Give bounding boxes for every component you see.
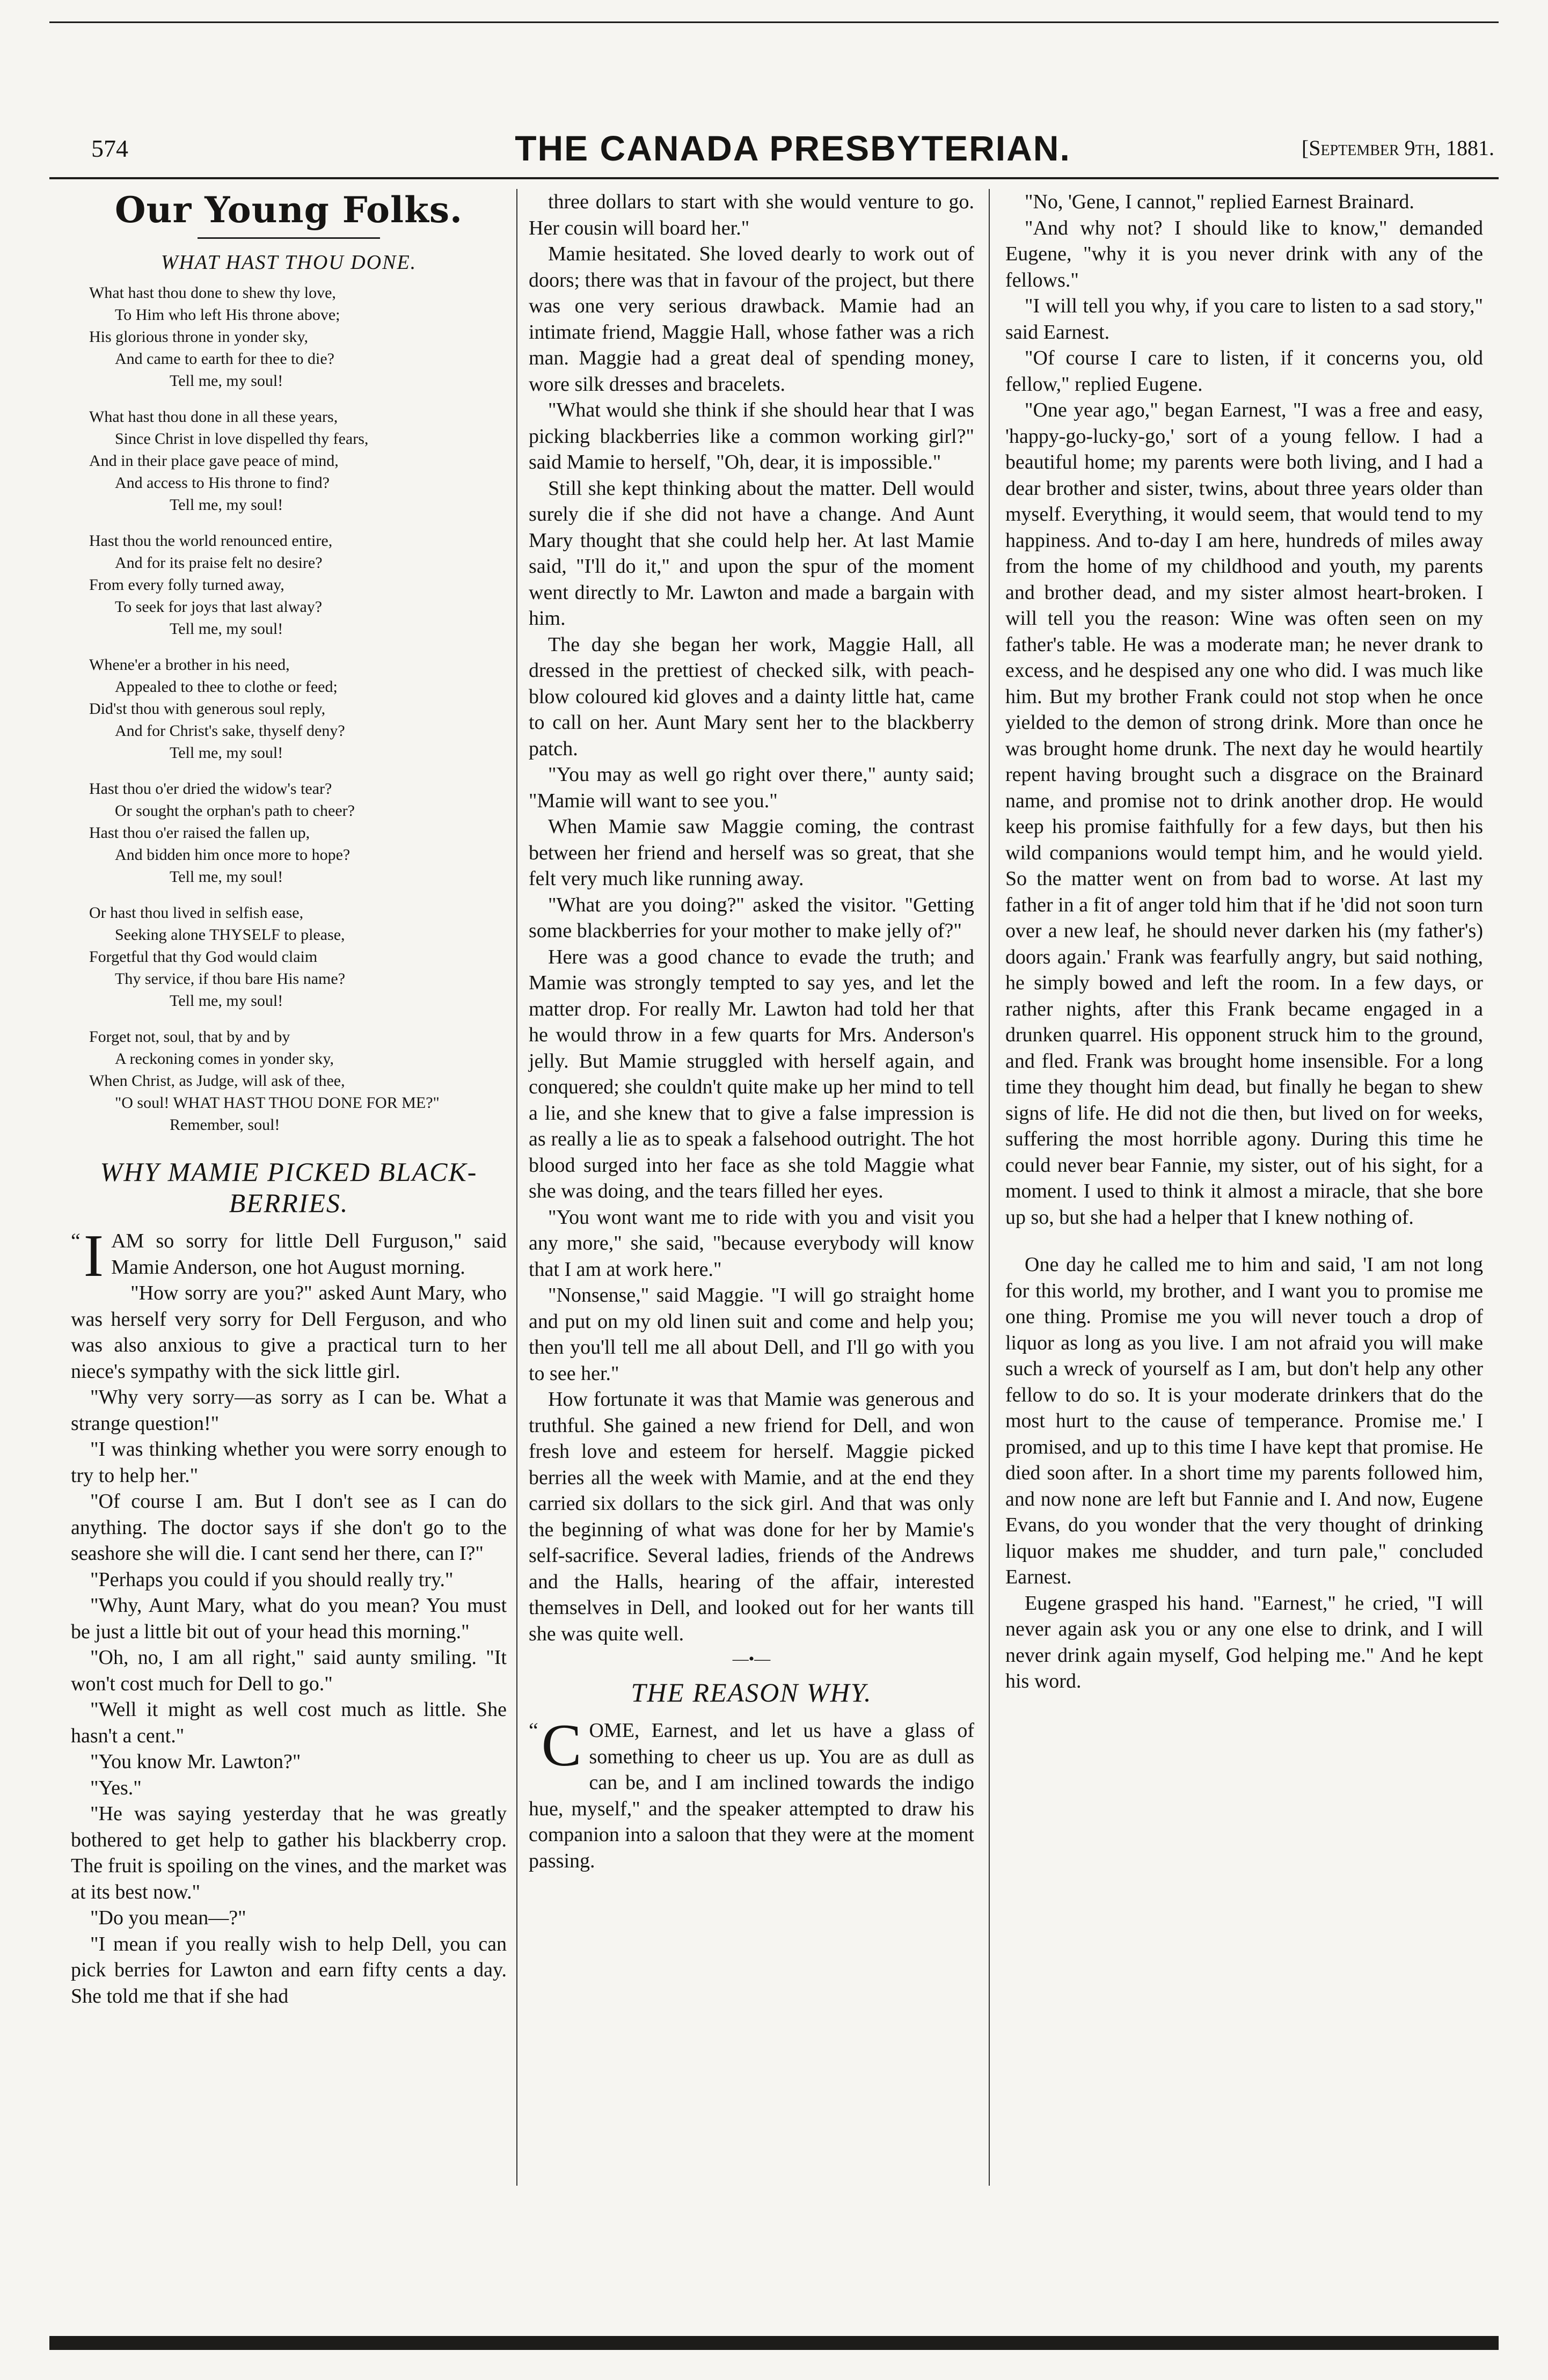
poem-line: Tell me, my soul! <box>170 620 283 638</box>
poem-line: Tell me, my soul! <box>170 992 283 1010</box>
paragraph: Still she kept thinking about the matter. Dell would surely die if she did not have a change. And Aunt Mary thought that she could help her. At last Mamie said, "I'll do it," and upon the spur of the moment went directly to Mr. Lawton and made a bargain with him. <box>529 477 974 630</box>
poem-line: A reckoning comes in yonder sky, <box>115 1050 334 1068</box>
poem-stanza <box>89 530 507 640</box>
paragraph: One day he called me to him and said, 'I am not long for this world, my brother, and I want you to promise me one thing. Promise me you will never touch a drop of liquor as long as you live. I am not afraid you will make such a wreck of yourself as I am, but don't help any other fellow to do so. It is your moderate drinkers that do the most hurt to the cause of temperance. Promise me.' I promised, and up to this time I have kept that promise. He died soon after. In a short time my parents followed him, and now none are left but Fannie and I. And now, Eugene Evans, do you wonder that the very thought of drinking liquor makes me shudder, and turn pale," concluded Earnest. <box>1005 1253 1483 1588</box>
paragraph: "Why very sorry—as sorry as I can be. What a strange question!" <box>71 1386 507 1435</box>
drop-cap: C <box>541 1712 582 1779</box>
paragraph: The day she began her work, Maggie Hall, all dressed in the prettiest of checked silk, with peach-blow coloured kid gloves and a dainty little hat, came to call on her. Aunt Mary sent her to the blackberry patch. <box>529 633 974 760</box>
section-title: Our Young Folks. <box>115 189 463 231</box>
section-ornament: —•— <box>732 1650 771 1668</box>
paragraph: "Well it might as well cost much as little. She hasn't a cent." <box>71 1698 507 1747</box>
paragraph: "You know Mr. Lawton?" <box>90 1750 301 1773</box>
column-right <box>1005 189 1483 1695</box>
poem-line: Hast thou o'er dried the widow's tear? <box>89 780 332 798</box>
poem-line: His glorious throne in yonder sky, <box>89 328 309 346</box>
issue-date: [September 9th, 1881. <box>1301 136 1494 160</box>
poem-line: Or sought the orphan's path to cheer? <box>115 802 355 820</box>
poem-stanza <box>89 282 507 392</box>
story-title-reason: THE REASON WHY. <box>631 1677 872 1707</box>
section-rule <box>198 237 380 239</box>
paragraph: "Oh, no, I am all right," said aunty smiling. "It won't cost much for Dell to go." <box>71 1646 507 1695</box>
poem-line: Hast thou o'er raised the fallen up, <box>89 824 310 842</box>
paragraph: three dollars to start with she would venture to go. Her cousin will board her." <box>529 191 974 239</box>
paragraph: Here was a good chance to evade the truth; and Mamie was strongly tempted to say yes, and let the matter drop. For really Mr. Lawton had told her that he would throw in a few quarts for Mrs. Anderson's jelly. But Mamie struggled with herself again, and conquered; she couldn't quite make up her mind to tell a lie, and she knew that to give a false impression is as really a lie as to speak a falsehood outright. The hot blood surged into her face as she told Maggie what she was doing, and the tears filled her eyes. <box>529 945 974 1202</box>
paragraph: "I was thinking whether you were sorry enough to try to help her." <box>71 1438 507 1487</box>
poem-line: Did'st thou with generous soul reply, <box>89 700 326 718</box>
paragraph: "Of course I am. But I don't see as I can do anything. The doctor says if she don't go to the seashore she will die. I cant send her there, can I?" <box>71 1490 507 1565</box>
poem-stanza <box>89 778 507 888</box>
header-rule <box>49 177 1499 179</box>
paragraph: "How sorry are you?" asked Aunt Mary, who was herself very sorry for Dell Ferguson, and who was also anxious to give a practical turn to her niece's sympathy with the sick little girl. <box>71 1282 507 1383</box>
story-text-left <box>71 1223 507 2009</box>
poem-line: Seeking alone THYSELF to please, <box>115 926 345 944</box>
poem-line: What hast thou done to shew thy love, <box>89 284 336 302</box>
column-left <box>71 189 507 2009</box>
paragraph: "Perhaps you could if you should really try." <box>90 1568 454 1591</box>
paragraph: "Yes." <box>90 1776 142 1799</box>
paragraph: "One year ago," began Earnest, "I was a free and easy, 'happy-go-lucky-go,' sort of a young fellow. I had a beautiful home; my parents were both living, and I had a dear brother and sister, twins, about three years older than myself. Everything, it would seem, that would tend to my happiness. And to-day I am here, hundreds of miles away from the home of my childhood and youth, my parents and brother dead, and my sister almost heart-broken. I will tell you the reason: Wine was often seen on my father's table. He was a moderate man; he never drank to excess, and he despised any one who did. I was much like him. But my brother Frank could not stop when he once yielded to the demon of strong drink. More than once he was brought home drunk. The next day he would heartily repent having brought such a disgrace on the Brainard name, and promise not to drink another drop. He would keep his promise faithfully for a few days, but then his wild companions would tempt him, and he would yield. So the matter went on from bad to worse. At last my father in a fit of anger told him that if he 'did not soon turn over a new leaf, he should never darken his (my father's) doors again.' Frank was fearfully angry, but said nothing, he simply bowed and left the room. In a few days, or rather nights, after this Frank became engaged in a drunken quarrel. His opponent struck him to the ground, and fled. Frank was brought home insensible. For a long time they thought him dead, but finally he began to shew signs of life. He did not die then, but lived on for weeks, suffering the most horrible agony. During this time he could never bear Fannie, my sister, out of his sight, for a moment. I used to think it almost a miracle, that she bore up so, but she had a helper that I knew nothing of. <box>1005 399 1483 1229</box>
paragraph: "I will tell you why, if you care to listen to a sad story," said Earnest. <box>1005 295 1483 344</box>
poem-line: And for Christ's sake, thyself deny? <box>115 722 345 740</box>
poem-line: Tell me, my soul! <box>170 744 283 762</box>
bottom-bar <box>49 2336 1499 2350</box>
paragraph: "Do you mean—?" <box>90 1907 246 1929</box>
poem-line: Hast thou the world renounced entire, <box>89 532 333 550</box>
paragraph: "No, 'Gene, I cannot," replied Earnest Brainard. <box>1025 191 1414 213</box>
poem-line: "O soul! WHAT HAST THOU DONE FOR ME?" <box>115 1094 440 1112</box>
page-number: 574 <box>91 135 128 162</box>
poem-line: Or hast thou lived in selfish ease, <box>89 904 304 922</box>
poem-line: Remember, soul! <box>170 1116 280 1134</box>
paragraph: "Of course I care to listen, if it concerns you, old fellow," replied Eugene. <box>1005 347 1483 396</box>
poem-line: Tell me, my soul! <box>170 372 283 390</box>
paragraph: "And why not? I should like to know," demanded Eugene, "why it is you never drink with any of the fellows." <box>1005 216 1483 291</box>
paragraph: "I mean if you really wish to help Dell, you can pick berries for Lawton and earn fifty cents a day. She told me that if she had <box>71 1932 507 2007</box>
column-divider-1 <box>516 189 517 2186</box>
paragraph: "What are you doing?" asked the visitor. "Getting some blackberries for your mother to make jelly of?" <box>529 893 974 942</box>
poem-line: When Christ, as Judge, will ask of thee, <box>89 1072 345 1090</box>
drop-cap: I <box>83 1223 104 1289</box>
poem-title: WHAT HAST THOU DONE. <box>160 251 417 274</box>
poem-line: Forget not, soul, that by and by <box>89 1028 290 1046</box>
poem-line: And came to earth for thee to die? <box>115 350 334 368</box>
masthead: THE CANADA PRESBYTERIAN. <box>515 128 1071 168</box>
paragraph: How fortunate it was that Mamie was generous and truthful. She gained a new friend for Dell, and won fresh love and esteem for herself. Maggie picked berries all the week with Mamie, and at the end they carried six dollars to the sick girl. And that was only the beginning of what was done for her by Mamie's self-sacrifice. Several ladies, friends of the Andrews and the Halls, hearing of the affair, interested themselves in Dell, and looked out for her wants till she was quite well. <box>529 1388 974 1645</box>
paragraph: “ I AM so sorry for little Dell Furguson," said Mamie Anderson, one hot August morning. <box>71 1223 507 1289</box>
poem-line: To Him who left His throne above; <box>115 306 340 324</box>
paragraph: “ C OME, Earnest, and let us have a glass of something to cheer us up. You are as dull as can be, and I am inclined towards the indigo hue, myself," and the speaker attempted to draw his companion into a saloon that they were at the moment passing. <box>529 1712 974 1872</box>
poem-line: Since Christ in love dispelled thy fears, <box>115 430 369 448</box>
paragraph: Eugene grasped his hand. "Earnest," he cried, "I will never again ask you or any one else to drink, and I will never drink again myself, God helping me." And he kept his word. <box>1005 1591 1483 1692</box>
poem-line: And access to His throne to find? <box>115 474 330 492</box>
poem-line: And for its praise felt no desire? <box>115 554 323 572</box>
poem-stanza <box>89 406 507 516</box>
poem <box>71 282 507 1136</box>
poem-line: Forgetful that thy God would claim <box>89 948 318 966</box>
paragraph: "You wont want me to ride with you and visit you any more," she said, "because everybody will know that I am at work here." <box>529 1206 974 1281</box>
paragraph: "Why, Aunt Mary, what do you mean? You must be just a little bit out of your head this morning." <box>71 1594 507 1643</box>
paragraph: "What would she think if she should hear that I was picking blackberries like a common working girl?" said Mamie to herself, "Oh, dear, it is impossible." <box>529 399 974 473</box>
column-middle <box>529 189 974 1874</box>
paragraph: "You may as well go right over there," aunty said; "Mamie will want to see you." <box>529 763 974 812</box>
poem-stanza <box>89 654 507 764</box>
poem-stanza <box>89 1026 507 1136</box>
story-title-mamie: WHY MAMIE PICKED BLACK-BERRIES. <box>100 1157 478 1218</box>
story-text-reason <box>529 1712 974 1874</box>
poem-line: And in their place gave peace of mind, <box>89 452 339 470</box>
poem-line: To seek for joys that last alway? <box>115 598 323 616</box>
story-text-middle <box>529 189 974 1647</box>
poem-line: Appealed to thee to clothe or feed; <box>115 678 338 696</box>
poem-line: What hast thou done in all these years, <box>89 408 338 426</box>
poem-line: Whene'er a brother in his need, <box>89 656 290 674</box>
story-text-right <box>1005 189 1483 1695</box>
page-header <box>91 128 1494 171</box>
poem-line: Tell me, my soul! <box>170 868 283 886</box>
poem-line: Tell me, my soul! <box>170 496 283 514</box>
top-rule <box>49 21 1499 23</box>
poem-line: And bidden him once more to hope? <box>115 846 351 864</box>
paragraph: When Mamie saw Maggie coming, the contrast between her friend and herself was so great, that she felt very much like running away. <box>529 815 974 890</box>
column-divider-2 <box>989 189 990 2186</box>
paragraph: "Nonsense," said Maggie. "I will go straight home and put on my old linen suit and come and help you; then you'll tell me all about Dell, and I'll go with you to see her." <box>529 1284 974 1385</box>
poem-line: From every folly turned away, <box>89 576 284 594</box>
poem-stanza <box>89 902 507 1012</box>
paragraph: Mamie hesitated. She loved dearly to work out of doors; there was that in favour of the project, but there was one very serious drawback. Mamie had an intimate friend, Maggie Hall, whose father was a rich man. Maggie had a great deal of spending money, wore silk dresses and bracelets. <box>529 243 974 396</box>
poem-line: Thy service, if thou bare His name? <box>115 970 346 988</box>
paragraph: "He was saying yesterday that he was greatly bothered to get help to gather his blackberry crop. The fruit is spoiling on the vines, and the market was at its best now." <box>71 1802 507 1903</box>
